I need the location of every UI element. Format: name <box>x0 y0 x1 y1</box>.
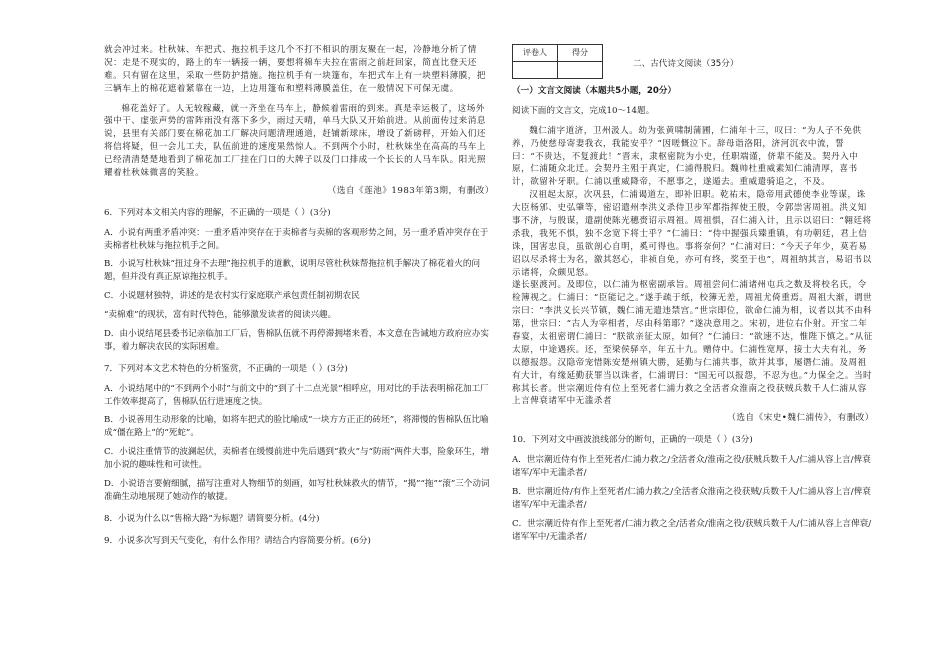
score-box-score-cell[interactable] <box>558 62 603 79</box>
question-10-option-b: B．世宗潮近侍/有作上至死者/仁浦力救之/全活者众淮南之役获贼/兵数千人/仁浦从容上言/俾衰诸军/军中无滥杀者/ <box>512 486 871 510</box>
question-7-option-a: A．小说结尾中的“不到两个小时”与前文中的“到了十二点光景”相呼应，用对比的手法表明棉花加工厂工作效率提高了，售棉队伍行进速度之快。 <box>104 383 489 407</box>
story-source: （选自《莲池》1983年第3期，有删改） <box>327 185 494 196</box>
question-7-option-b: B．小说善用生动形象的比喻，如将车把式的脸比喻成“一块方方正正的砖坯”，将滞慢的售棉队伍比喻成“僵在路上”的“死蛇”。 <box>104 415 489 439</box>
question-7-stem: 7．下列对本文艺术特色的分析鉴赏，不正确的一项是（ ）(3分) <box>104 363 348 374</box>
passage-source: （选自《宋史•魏仁浦传》，有删改） <box>727 413 874 424</box>
question-7-option-c: C．小说注重情节的波澜起伏，卖棉者在缓慢前进中先后遇到“救火”与“防雨”两件大事，险象环生，增加小说的趣味性和可读性。 <box>104 447 490 471</box>
question-10-option-a: A．世宗潮近侍有作上至死者/仁浦力救之/全活者众/淮南之役/获贼兵数千人/仁浦从容上言/俾衰诸军/军中无滥杀者/ <box>512 455 871 479</box>
story-paragraph-1: 就会冲过来。杜秋妹、车把式、拖拉机手这几个不打不相识的朋友聚在一起，冷静地分析了情况：走是不现实的，路上的车一辆接一辆，要想将棉车夫拉在雷雨之前赶回家，简直比登天还难。只有留在这里，采取一些防护措施。拖拉机手有一块篷布，车把式车上有一块塑料薄膜，把三辆车上的棉花遮着紧靠在一边，上边用篷布和塑料薄膜盖住，在一般情况下可保无虞。 <box>104 45 486 94</box>
score-box-grader-cell[interactable] <box>513 62 558 79</box>
section-title: 二、古代诗文阅读（35分） <box>633 59 739 69</box>
passage-paragraph-1: 魏仁浦字道济，卫州汲人。幼为张黄啸制蒲圃，仁浦年十三，叹曰：“为人子不免供养，乃使慈母寄妻我衣，我能安乎？”因嗟慨泣下。辞母诣洛阳，济河沉衣中流，誓曰：“不贵达，不复渡此！”晋末，隶枢密院为小史，任职端谨，侪辈不能及。契丹入中原，仁浦随众北迁。会契丹主殂于真定，仁浦得脱归。魏帅杜重威素知仁浦清厚，喜书计，欲留补牙职。仁浦以重威降帝，不愿事之，遂遁去。重威遣骑追之，不及。 <box>512 125 862 188</box>
passage-paragraph-2: 汉祖起太原，次巩县，仁浦谒道左，即补旧职。乾祐末，隐帝用武德使李业等谋，诛大臣杨邠、史弘肇等，密诏遣州李洪义杀侍卫步军都指挥使王殷，令郭崇害周祖。洪义知事不济，与殷谋，遣副使陈光穗赍诏示周祖。周祖惧，召仁浦入计，且示以诏曰：“翱廷将杀我，我死不惧，独不念宽下将士乎？”仁浦曰：“侍中握强兵臻重镇，有功朝廷，君上信诛，国害忠良，虽欲剖心自明，奚可得也。事将奈何？”仁浦对曰：“今天子年少，莫若易诏以尽杀将士为名，激其怒心，非祯自免，亦可有终，奖至于也”，周祖纳其言，易诏书以示诸将，众颇见怒。 <box>512 190 872 278</box>
right-column <box>512 44 874 544</box>
score-box <box>512 44 603 79</box>
passage-paragraph-3: 遂长驱渡河。及即位，以仁浦为枢密副承旨。周祖尝问仁浦诸州屯兵之数及将校名氏，令检簿视之。仁浦曰：“臣能记之。”遂手疏于纸，校簿无差，周祖尤倚重焉。周祖大渐，谓世宗曰：“李洪义长兴节镇，魏仁浦无遣违禁宫。”世宗即位，欲命仁浦为相，议者以其不由科第，世宗曰：“古人为宰相者，尽由科第耶？”遂决意用之。宋初，进位右仆射。开宝二年春宴，太祖密谓仁浦曰：“朕欲亲征太原，如何？”仁浦曰：“欲速不达，惟陛下慎之。”从征太原，中途遇疾。还，至梁侯驿卒，年五十九。赠侍中。仁浦性宽厚，接士大夫有礼，务以德报怨。汉隐帝宠惜陈安楚州镇大勝，延勤与仁浦共事，欲并其事，屡谮仁浦。及周祖有大计，有缘延勤获罪当以诛者，仁浦谓曰：“国无可以报怨，不忍为也。”力保全之。当时称其长者。世宗潮近侍有位上至死者仁浦力救之全活者众淮南之役获贼兵数千人仁浦从容上言俾衰诸军中无滥杀者 <box>512 280 873 407</box>
story-paragraph-2: 棉花盖好了。人无较稼藏，就一齐坐在马车上，静候着雷雨的到来。真是幸运极了，这场外强中干、虚张声势的雷阵雨没有落下多少，雨过天晴，单马大队又开始前进。从前面传过来消息说，县里有关部门要在棉花加工厂解决问题清理通道，赶铺新球床，增设了新磅秤，开始入们还将信将疑，但一会儿工夫，队伍前进的速度果然惊人。不到两个小时，杜秋妹坐在高高的马车上已经清清楚楚地看到了棉花加工厂挂在门口的大牌子以及门口排成一个长长的人马车队。阳光照耀着杜秋妹微喜的笑脸。 <box>104 103 486 179</box>
question-10-option-c: C．世宗潮近侍有作上至死者/仁浦力救之全/活者众/淮南之役/获贼兵数千人/仁浦从容上言俾衰/诸军军中/无滥杀者/ <box>512 518 872 542</box>
question-6-option-c: C．小说题材独特，讲述的是农村实行家庭联产承包责任制初期农民 <box>104 291 360 302</box>
question-6-option-b: B．小说写杜秋妹“扭过身不去理”拖拉机手的道歉，说明尽管杜秋妹帮拖拉机手解决了棉花着火的问题，但并没有真正原谅拖拉机手。 <box>104 259 481 283</box>
question-7-option-d: D．小说语言要俯细腻，描写注重对人物细节的刻画，如写杜秋妹救火的情节，“揭”“拖”“滚”三个动词准确生动地展现了她动作的敏捷。 <box>104 479 490 502</box>
section-header <box>512 44 874 79</box>
question-9: 9．小说多次写到天气变化，有什么作用？请结合内容简要分析。(6分) <box>104 535 371 546</box>
question-6-option-d: D．由小说结尾县委书记亲临加工厂后，售棉队伍就不再停滞拥堵来看，本文意在告诫地方政府应办实事，着力解决农民的实际困难。 <box>104 329 490 352</box>
left-column <box>104 44 494 548</box>
question-6-stem: 6．下列对本文相关内容的理解，不正确的一项是（ ）(3分) <box>104 207 331 218</box>
question-6-option-c-cont: “卖棉难”的现状，富有时代特色，能够激发读者的阅读兴趣。 <box>104 310 337 321</box>
score-box-grader: 评卷人 <box>513 45 558 62</box>
question-8: 8．小说为什么以“售棉大路”为标题？请简要分析。(4分) <box>104 513 320 524</box>
question-6-option-a: A．小说有两重矛盾冲突：一重矛盾冲突存在于卖棉者与卖棉的客观形势之间，另一重矛盾冲突存在于卖棉者杜秋妹与拖拉机手之间。 <box>104 227 489 251</box>
score-box-score: 得分 <box>558 45 603 62</box>
sub-title: （一）文言文阅读（本题共5小题，20分） <box>512 86 677 96</box>
question-10-stem: 10．下列对文中画波浪线部分的断句，正确的一项是（ ）(3分) <box>512 435 753 446</box>
reading-instruction: 阅读下面的文言文，完成10～14题。 <box>512 105 655 116</box>
